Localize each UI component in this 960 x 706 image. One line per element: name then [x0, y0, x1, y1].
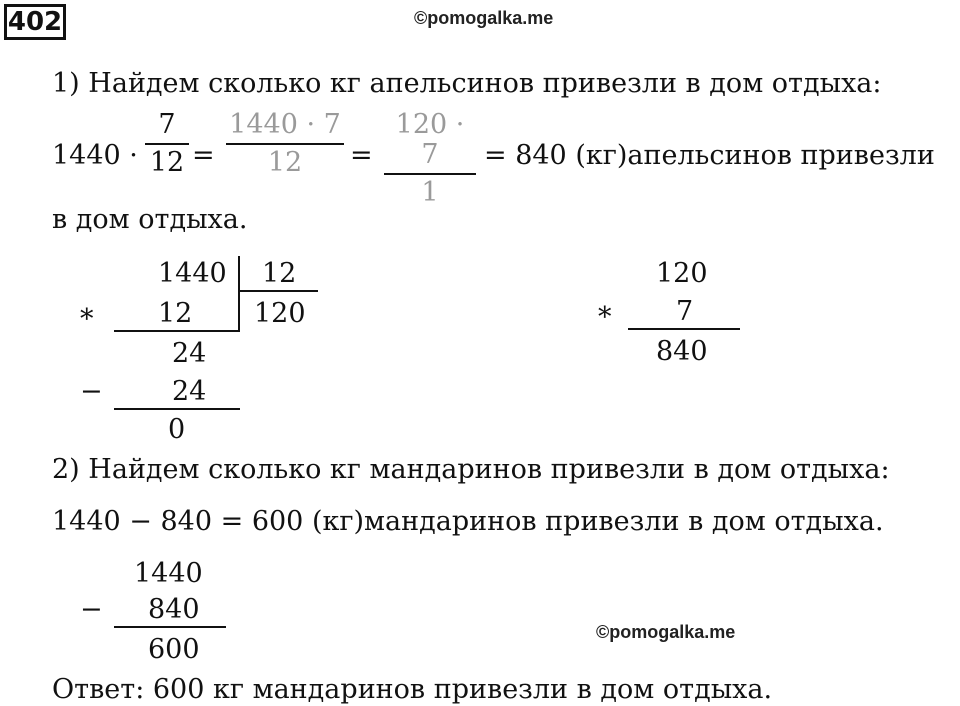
division-dividend: 1440 — [158, 258, 227, 289]
mult-factor: 7 — [676, 296, 694, 327]
division-divisor-underline — [240, 290, 318, 292]
fraction-bar — [384, 173, 476, 175]
fraction-1440x7-over-12 — [226, 110, 344, 178]
sub-line — [114, 626, 226, 628]
step1-result: = 840 (кг)апельсинов привезли — [484, 140, 935, 171]
division-subtrahend-1: 12 — [158, 298, 193, 329]
step1-continuation: в дом отдыха. — [52, 204, 248, 235]
sub-difference: 600 — [148, 634, 200, 665]
division-quotient: 120 — [254, 298, 306, 329]
fraction-bar — [145, 143, 189, 145]
division-remainder-final: 0 — [168, 414, 186, 445]
division-divisor: 12 — [262, 258, 297, 289]
mult-top: 120 — [656, 258, 708, 289]
division-vertical-bar — [238, 256, 240, 330]
fraction-numerator: 120 · 7 — [395, 109, 465, 170]
division-op-multiply: * — [80, 304, 94, 335]
fraction-denominator: 12 — [267, 147, 303, 178]
step2-heading: 2) Найдем сколько кг мандаринов привезли в дом отдыха: — [52, 454, 890, 485]
fraction-denominator: 1 — [421, 177, 439, 208]
division-remainder-1: 24 — [172, 338, 207, 369]
fraction-denominator: 12 — [149, 147, 185, 178]
equals-sign-2: = — [350, 140, 373, 171]
fraction-numerator: 1440 · 7 — [229, 109, 341, 140]
answer-text: Ответ: 600 кг мандаринов привезли в дом отдыха. — [52, 674, 773, 705]
fraction-7-over-12 — [145, 110, 189, 178]
watermark-bottom: ©pomogalka.me — [596, 622, 736, 642]
division-line-2 — [114, 408, 240, 410]
mult-product: 840 — [656, 336, 708, 367]
mult-line — [628, 328, 740, 330]
division-line-1 — [114, 330, 240, 332]
expr-start: 1440 · — [52, 140, 138, 171]
sub-minuend: 1440 — [134, 558, 203, 589]
fraction-numerator: 7 — [158, 109, 176, 140]
sub-op: − — [80, 594, 103, 625]
division-subtrahend-2: 24 — [172, 376, 207, 407]
watermark-top: ©pomogalka.me — [414, 8, 554, 28]
division-op-minus: − — [80, 376, 103, 407]
fraction-bar — [226, 143, 344, 145]
step1-heading: 1) Найдем сколько кг апельсинов привезли в дом отдыха: — [52, 68, 882, 99]
sub-subtrahend: 840 — [148, 594, 200, 625]
mult-op: * — [598, 302, 612, 333]
equals-sign-1: = — [192, 140, 215, 171]
problem-number-badge: 402 — [4, 4, 66, 40]
step2-equation: 1440 − 840 = 600 (кг)мандаринов привезли в дом отдыха. — [52, 506, 884, 537]
fraction-120x7-over-1 — [384, 110, 476, 208]
